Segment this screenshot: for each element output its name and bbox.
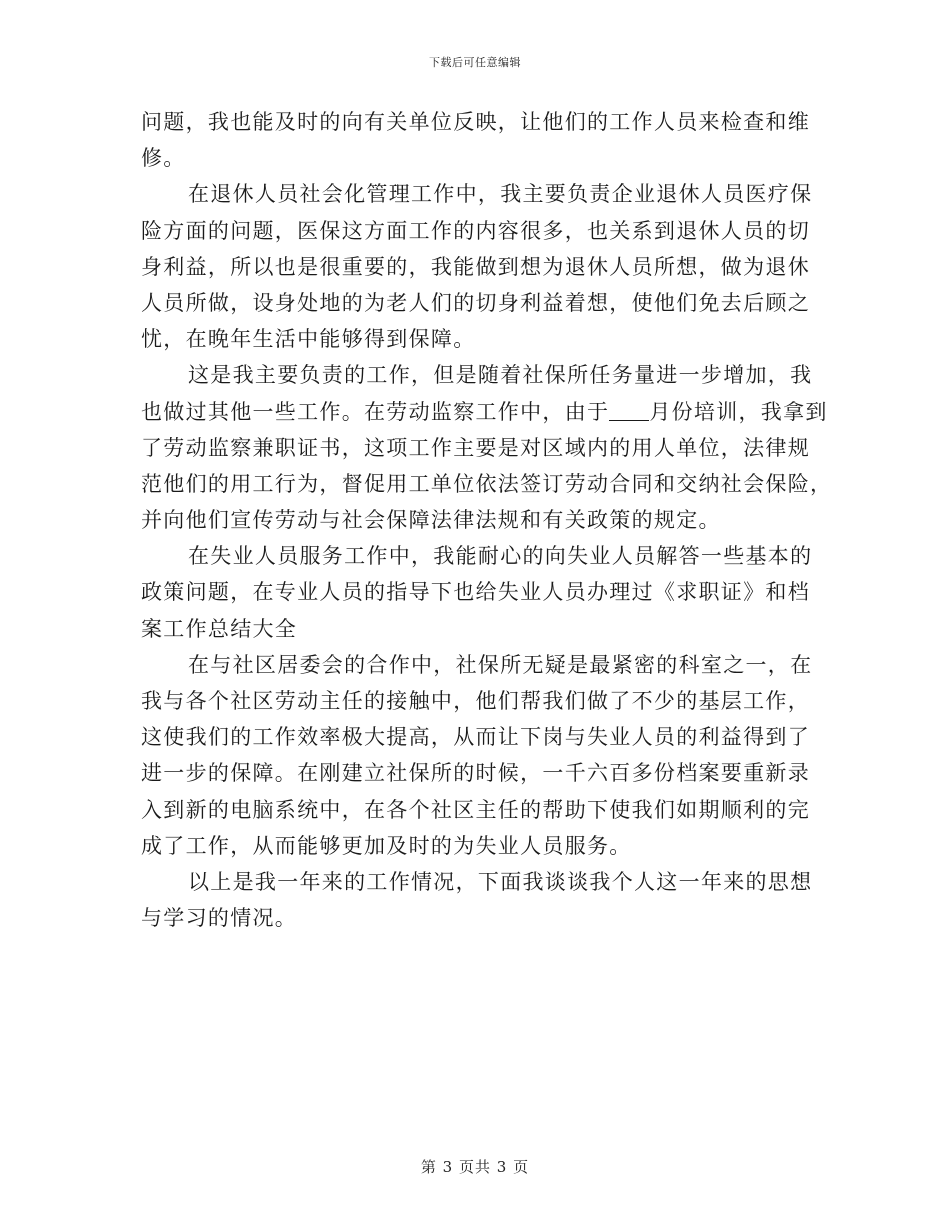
page-header: 下载后可任意编辑 bbox=[429, 56, 521, 69]
paragraph-line: 修。 bbox=[141, 146, 186, 171]
paragraph-line: 身利益，所以也是很重要的，我能做到想为退休人员所想，做为退休 bbox=[141, 254, 810, 279]
paragraph-line: 人员所做，设身处地的为老人们的切身利益着想，使他们免去后顾之 bbox=[141, 290, 810, 315]
paragraph-line-part: 也做过其他一些工作。在劳动监察工作中，由于 bbox=[141, 399, 610, 424]
paragraph-line: 我与各个社区劳动主任的接触中，他们帮我们做了不少的基层工作， bbox=[141, 689, 810, 713]
paragraph-line: 并向他们宣传劳动与社会保障法律法规和有关政策的规定。 bbox=[141, 508, 721, 533]
paragraph-line: 与学习的情况。 bbox=[141, 906, 298, 931]
paragraph-line: 忧，在晚年生活中能够得到保障。 bbox=[141, 327, 476, 352]
paragraph-line: 以上是我一年来的工作情况，下面我谈谈我个人这一年来的思想 bbox=[188, 869, 813, 894]
paragraph-line: 在失业人员服务工作中，我能耐心的向失业人员解答一些基本的 bbox=[188, 544, 813, 569]
page-footer: 第 3 页共 3 页 bbox=[420, 1158, 530, 1176]
fill-in-blank bbox=[609, 398, 649, 421]
paragraph-line: 在与社区居委会的合作中，社保所无疑是最紧密的科室之一，在 bbox=[188, 652, 813, 677]
paragraph-line: 进一步的保障。在刚建立社保所的时候，一千六百多份档案要重新录 bbox=[141, 761, 810, 786]
paragraph-line: 在退休人员社会化管理工作中，我主要负责企业退休人员医疗保 bbox=[188, 182, 813, 207]
paragraph-line: 案工作总结大全 bbox=[141, 616, 298, 641]
paragraph-line: 险方面的问题，医保这方面工作的内容很多，也关系到退休人员的切 bbox=[141, 218, 810, 243]
paragraph-line: 范他们的用工行为，督促用工单位依法签订劳动合同和交纳社会保险， bbox=[141, 471, 833, 496]
paragraph-line: 政策问题，在专业人员的指导下也给失业人员办理过《求职证》和档 bbox=[141, 580, 810, 605]
paragraph-line: 问题，我也能及时的向有关单位反映，让他们的工作人员来检查和维 bbox=[141, 110, 810, 134]
paragraph-line: 了劳动监察兼职证书，这项工作主要是对区域内的用人单位，法律规 bbox=[141, 435, 810, 460]
paragraph-line: 入到新的电脑系统中，在各个社区主任的帮助下使我们如期顺利的完 bbox=[141, 797, 810, 822]
document-body bbox=[141, 104, 833, 936]
paragraph-line-with-blank bbox=[141, 394, 828, 430]
paragraph-line-part: 月份培训，我拿到 bbox=[649, 399, 828, 424]
paragraph-line: 这使我们的工作效率极大提高，从而让下岗与失业人员的利益得到了 bbox=[141, 725, 810, 750]
paragraph-line: 成了工作，从而能够更加及时的为失业人员服务。 bbox=[141, 833, 632, 858]
paragraph-line: 这是我主要负责的工作，但是随着社保所任务量进一步增加，我 bbox=[188, 363, 813, 388]
